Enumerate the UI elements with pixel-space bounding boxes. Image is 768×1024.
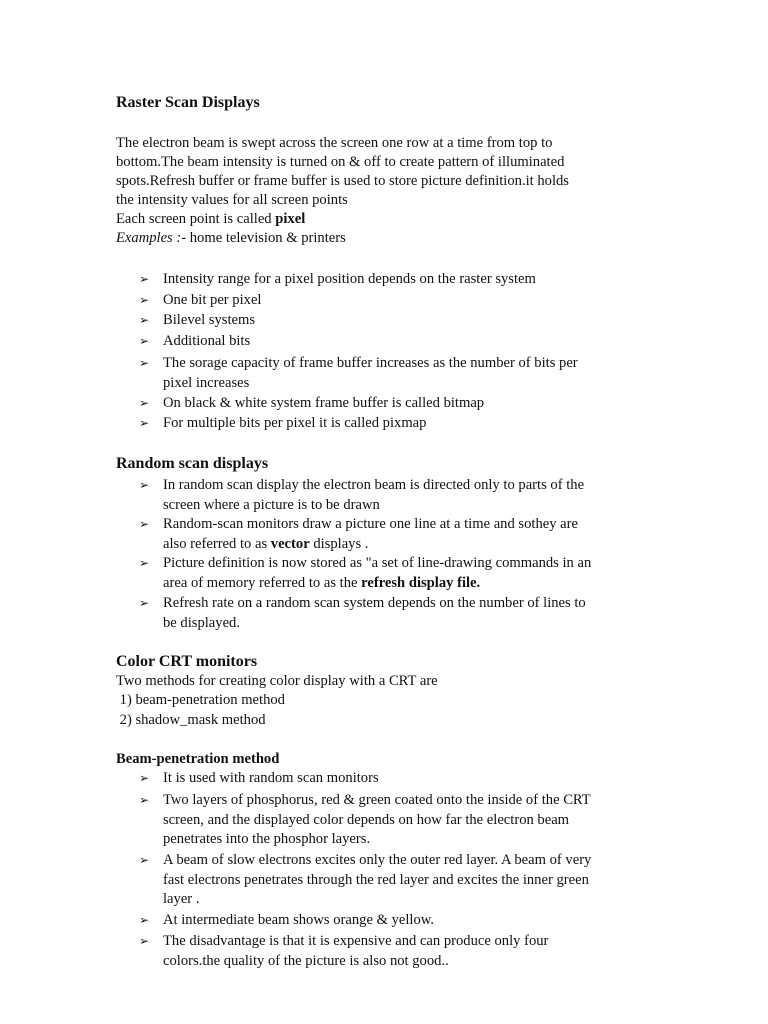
- bullet-arrow-icon: ➢: [139, 334, 150, 348]
- section-title-color-crt: Color CRT monitors: [116, 653, 258, 670]
- list-item: ➢ Bilevel systems: [139, 311, 255, 331]
- list-item: ➢ A beam of slow electrons excites only the outer red layer. A beam of very fast electrons penetrates through the red layer and excites the inner green layer .: [139, 852, 592, 907]
- bullet-arrow-icon: ➢: [139, 478, 150, 492]
- list-item: ➢ Random-scan monitors draw a picture one line at a time and sothey are also referred to as vector displays .: [139, 516, 578, 552]
- paragraph-line: bottom.The beam intensity is turned on & off to create pattern of illuminated: [116, 154, 565, 170]
- bullet-arrow-icon: ➢: [139, 416, 150, 430]
- section-title-raster-scan: Raster Scan Displays: [116, 94, 260, 111]
- method-item: 2) shadow_mask method: [116, 712, 266, 728]
- bullet-arrow-icon: ➢: [139, 293, 150, 307]
- list-item: ➢ Picture definition is now stored as "a set of line-drawing commands in an area of memory referred to as the refresh display file.: [139, 555, 592, 591]
- bullet-arrow-icon: ➢: [139, 853, 150, 867]
- section-title-beam-penetration: Beam-penetration method: [116, 751, 280, 767]
- list-item: ➢ On black & white system frame buffer is called bitmap: [139, 394, 484, 414]
- section-title-random-scan: Random scan displays: [116, 455, 269, 472]
- pixel-definition-line: [116, 210, 305, 229]
- paragraph-line: Two methods for creating color display with a CRT are: [116, 673, 438, 689]
- list-item: ➢ One bit per pixel: [139, 291, 261, 311]
- bullet-arrow-icon: ➢: [139, 396, 150, 410]
- paragraph-line: The electron beam is swept across the screen one row at a time from top to: [116, 135, 553, 151]
- bullet-arrow-icon: ➢: [139, 356, 150, 370]
- list-item: ➢ Additional bits: [139, 332, 250, 352]
- bullet-arrow-icon: ➢: [139, 771, 150, 785]
- paragraph-line: the intensity values for all screen points: [116, 192, 348, 208]
- list-item: ➢ Two layers of phosphorus, red & green coated onto the inside of the CRT screen, and the displayed color depends on how far the electron beam penetrates into the phosphor layers.: [139, 792, 591, 847]
- bullet-arrow-icon: ➢: [139, 934, 150, 948]
- bullet-arrow-icon: ➢: [139, 913, 150, 927]
- bullet-arrow-icon: ➢: [139, 517, 150, 531]
- examples-label: Examples :-: [116, 230, 187, 246]
- list-item: ➢ At intermediate beam shows orange & yellow.: [139, 911, 434, 931]
- list-item: ➢ The disadvantage is that it is expensive and can produce only four colors.the quality of the picture is also not good..: [139, 933, 549, 969]
- list-item: ➢ Refresh rate on a random scan system depends on the number of lines to be displayed.: [139, 595, 586, 631]
- pixel-term: pixel: [275, 211, 306, 227]
- list-item: ➢ In random scan display the electron beam is directed only to parts of the screen where a picture is to be drawn: [139, 477, 585, 513]
- examples-line: [116, 229, 346, 248]
- pixel-prefix: Each screen point is called: [116, 211, 276, 227]
- bullet-arrow-icon: ➢: [139, 596, 150, 610]
- examples-text: home television & printers: [186, 230, 346, 246]
- list-item: ➢ The sorage capacity of frame buffer increases as the number of bits per pixel increases: [139, 355, 578, 391]
- list-item: ➢ It is used with random scan monitors: [139, 769, 379, 789]
- bullet-arrow-icon: ➢: [139, 272, 150, 286]
- list-item: ➢ For multiple bits per pixel it is called pixmap: [139, 414, 426, 434]
- bullet-arrow-icon: ➢: [139, 793, 150, 807]
- bullet-arrow-icon: ➢: [139, 556, 150, 570]
- list-item: ➢ Intensity range for a pixel position depends on the raster system: [139, 270, 536, 290]
- bullet-arrow-icon: ➢: [139, 313, 150, 327]
- method-item: 1) beam-penetration method: [116, 692, 285, 708]
- paragraph-line: spots.Refresh buffer or frame buffer is used to store picture definition.it holds: [116, 173, 569, 189]
